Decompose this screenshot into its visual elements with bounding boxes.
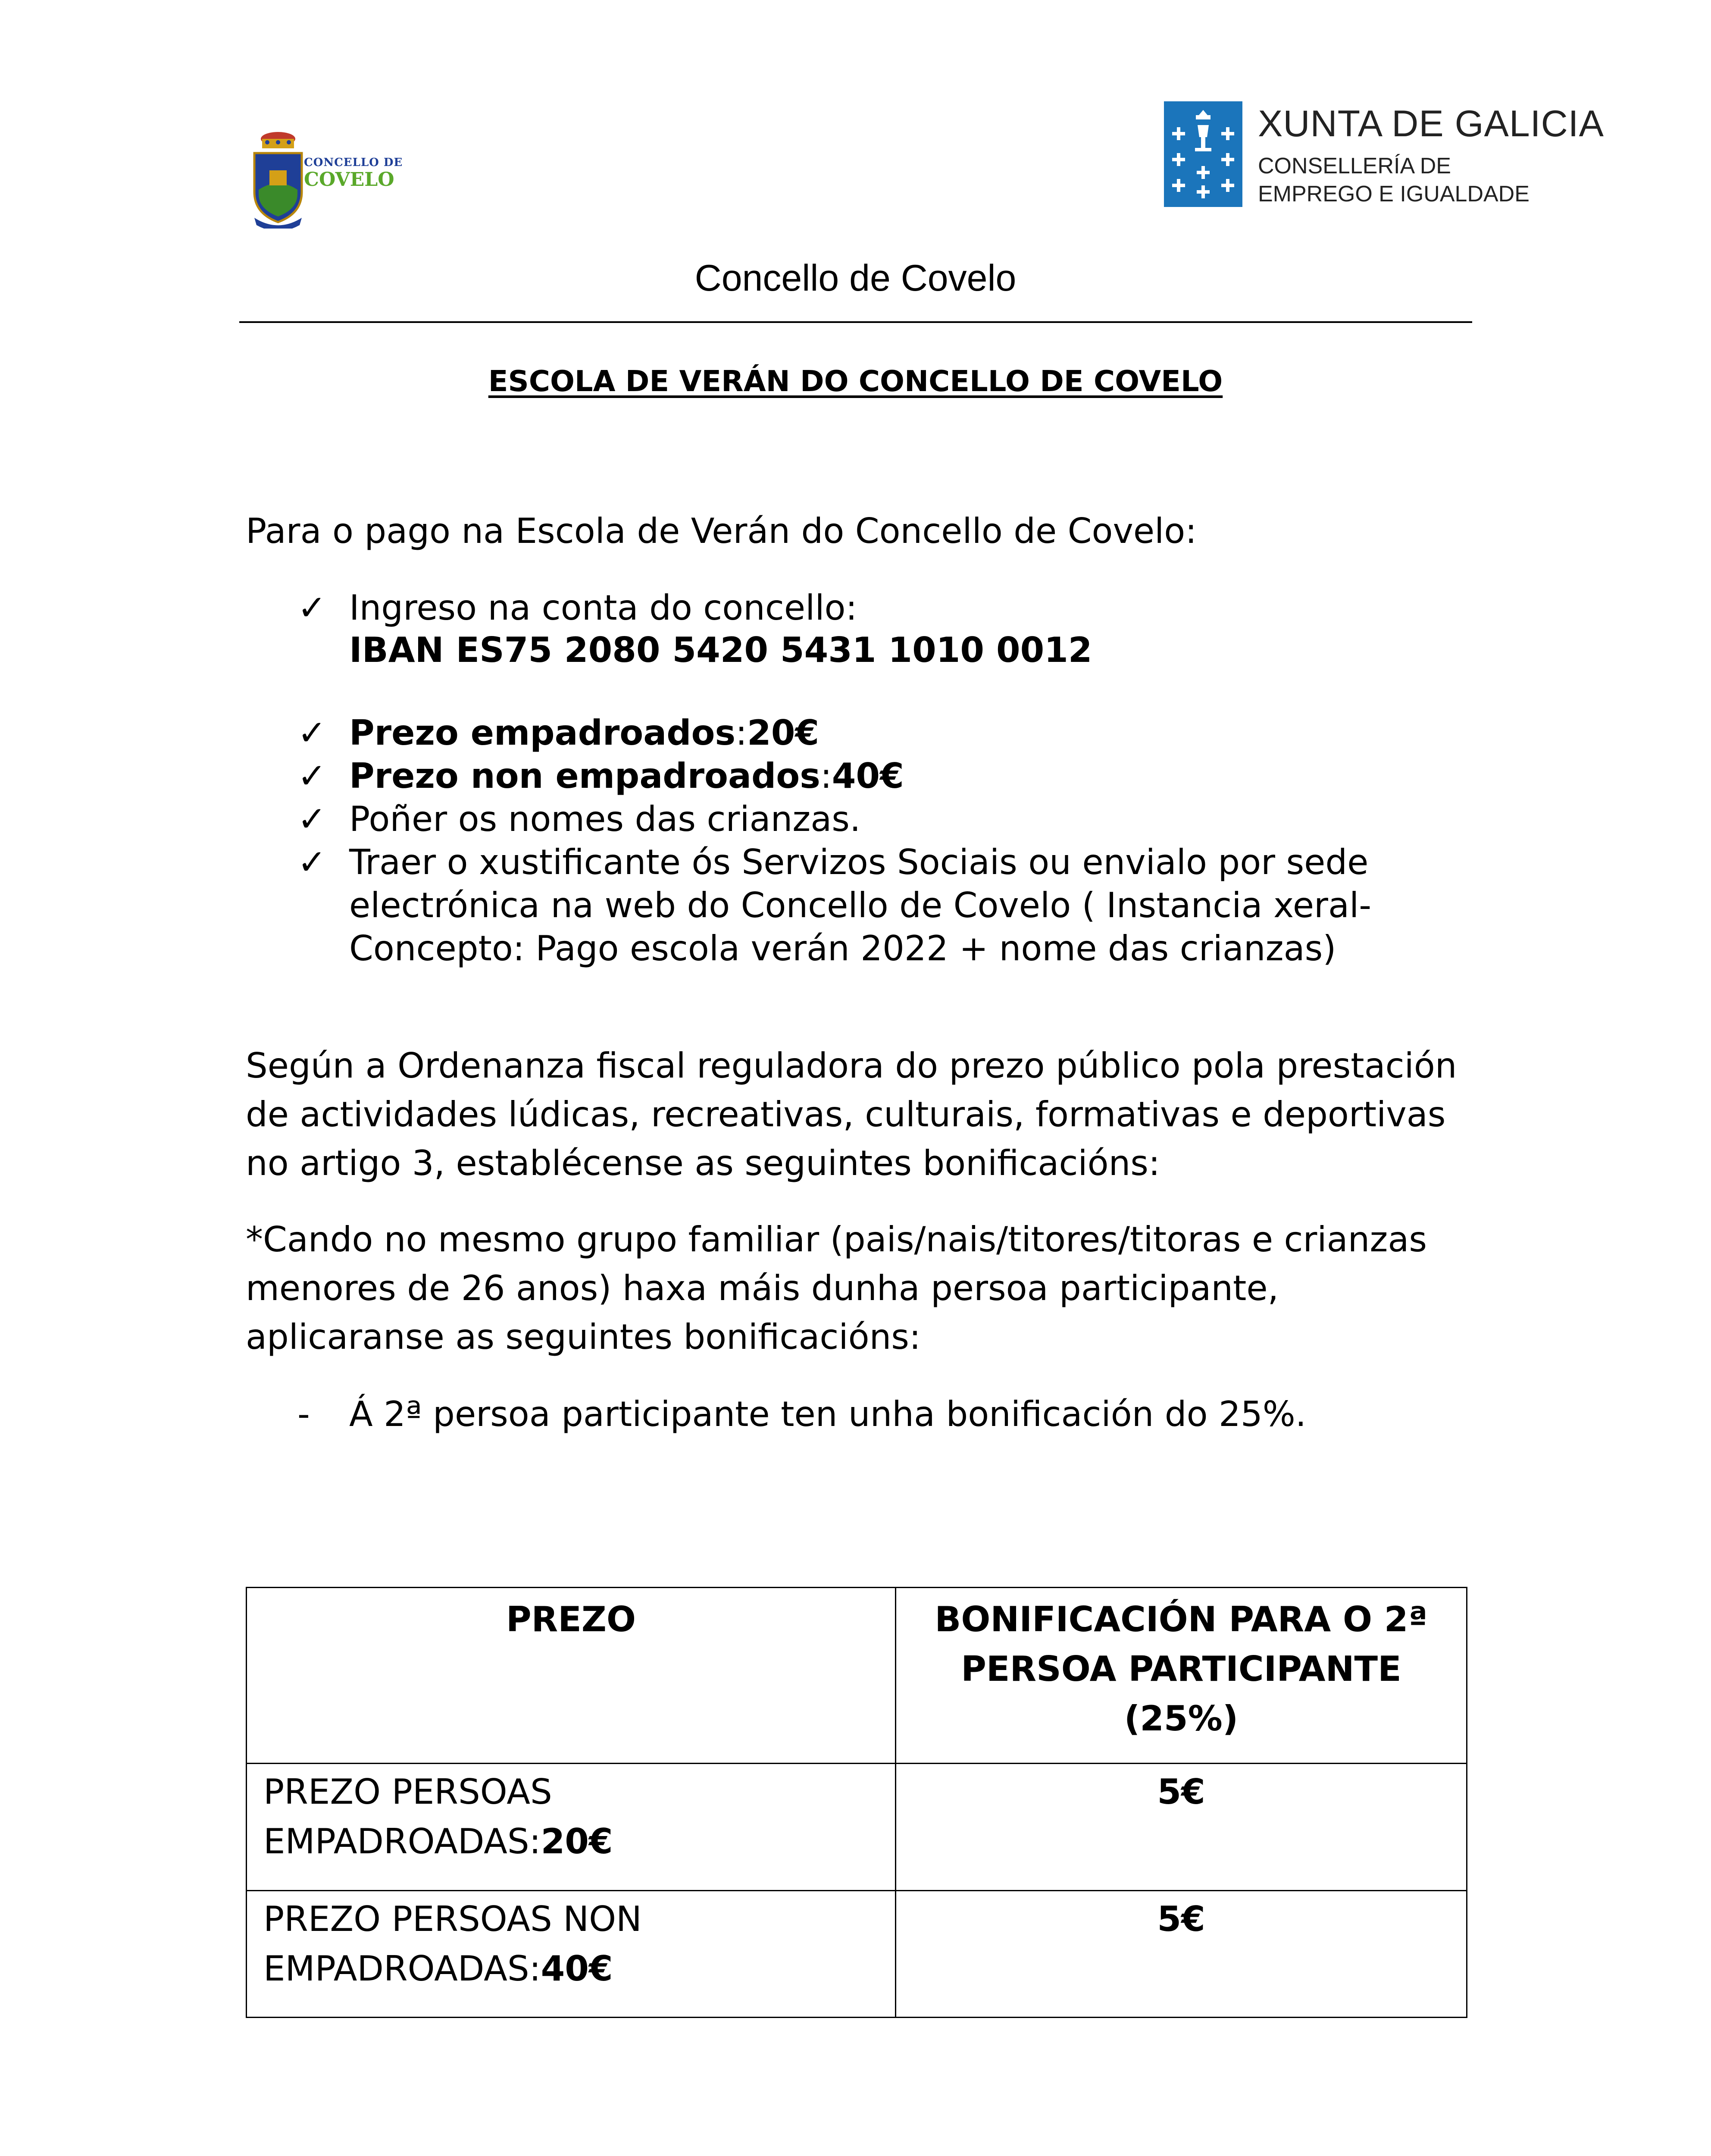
table-header-bonificacion xyxy=(896,1595,1466,1743)
table-row-empadroadas-label: EMPADROADAS: xyxy=(263,1821,541,1861)
check-icon: ✓ xyxy=(297,799,327,839)
checklist-item-ingreso-text: Ingreso na conta do concello: xyxy=(349,588,857,628)
family-line3: aplicaranse as seguintes bonificacións: xyxy=(246,1317,921,1357)
checklist-item-xustificante xyxy=(297,841,1368,884)
header-title: Concello de Covelo xyxy=(694,257,1017,299)
covelo-logo-line2: COVELO xyxy=(304,169,394,191)
checklist-item-xustificante-line3: Concepto: Pago escola verán 2022 + nome das crianzas) xyxy=(349,928,1336,968)
bonus-text: Á 2ª persoa participante ten unha bonificación do 25%. xyxy=(349,1394,1307,1434)
table-row-empadroadas-price xyxy=(263,1767,613,1866)
header-divider xyxy=(239,321,1472,323)
family-line2: menores de 26 anos) haxa máis dunha persoa participante, xyxy=(246,1268,1279,1308)
document-title: ESCOLA DE VERÁN DO CONCELLO DE COVELO xyxy=(488,364,1223,398)
checklist-item-prezo-non-empadroados: ✓ Prezo non empadroados:40€ xyxy=(297,755,904,798)
concello-covelo-logo xyxy=(246,129,410,229)
table-row-non-empadroadas-bonus: 5€ xyxy=(1157,1899,1205,1939)
prezo-empadroados-label: Prezo empadroados xyxy=(349,713,736,753)
checklist-item-prezo-empadroados: ✓ Prezo empadroados:20€ xyxy=(297,711,819,755)
xunta-department-line1: CONSELLERÍA DE xyxy=(1258,154,1451,179)
bonus-item xyxy=(297,1393,1306,1436)
check-icon: ✓ xyxy=(297,713,327,753)
table-row-empadroadas-bonus: 5€ xyxy=(1157,1772,1205,1812)
checklist-item-xustificante-line2: electrónica na web do Concello de Covelo ( Instancia xeral- xyxy=(349,885,1372,925)
ordinance-line2: de actividades lúdicas, recreativas, culturais, formativas e deportivas xyxy=(246,1094,1446,1134)
iban-value: IBAN ES75 2080 5420 5431 1010 0012 xyxy=(349,630,1092,670)
table-row-non-empadroadas-line1: PREZO PERSOAS NON xyxy=(263,1899,642,1939)
table-row-divider xyxy=(247,1763,1466,1764)
checklist-item-nomes xyxy=(297,798,860,841)
xunta-galicia-logo xyxy=(1164,101,1621,207)
check-icon: ✓ xyxy=(297,756,327,796)
family-line1: *Cando no mesmo grupo familiar (pais/nais/titores/titoras e crianzas xyxy=(246,1219,1427,1260)
xunta-department-line2: EMPREGO E IGUALDADE xyxy=(1258,182,1530,207)
table-row-divider xyxy=(247,1890,1466,1891)
table-header-bonificacion-line2: PERSOA PARTICIPANTE xyxy=(961,1649,1401,1689)
prezo-empadroados-value: 20€ xyxy=(747,713,820,753)
covelo-logo-text xyxy=(304,156,403,191)
check-icon: ✓ xyxy=(297,842,327,882)
dash-bullet: - xyxy=(297,1394,310,1434)
checklist-item-nomes-text: Poñer os nomes das crianzas. xyxy=(349,799,861,839)
checklist-item-xustificante-line1: Traer o xustificante ós Servizos Sociais ou envialo por sede xyxy=(349,842,1369,882)
intro-paragraph: Para o pago na Escola de Verán do Concello de Covelo: xyxy=(246,511,1197,551)
ordinance-line1: Según a Ordenanza fiscal reguladora do prezo público pola prestación xyxy=(246,1046,1457,1086)
table-row-empadroadas-amount: 20€ xyxy=(541,1821,613,1861)
table-header-bonificacion-line3: (25%) xyxy=(1124,1698,1239,1739)
covelo-coat-of-arms-icon xyxy=(246,129,310,229)
prezo-non-empadroados-value: 40€ xyxy=(832,756,904,796)
xunta-emblem-icon xyxy=(1164,101,1242,207)
table-row-non-empadroadas-price xyxy=(263,1894,642,1993)
table-header-bonificacion-line1: BONIFICACIÓN PARA O 2ª xyxy=(935,1599,1428,1639)
xunta-name: XUNTA DE GALICIA xyxy=(1258,103,1604,144)
table-row-non-empadroadas-amount: 40€ xyxy=(541,1949,613,1989)
fee-table xyxy=(246,1587,1467,2018)
prezo-non-empadroados-label: Prezo non empadroados xyxy=(349,756,820,796)
iban-line xyxy=(349,629,1092,672)
check-icon: ✓ xyxy=(297,588,327,628)
table-row-empadroadas-line1: PREZO PERSOAS xyxy=(263,1772,552,1812)
checklist-item-ingreso xyxy=(297,586,857,630)
covelo-logo-line1: CONCELLO DE xyxy=(304,156,403,169)
table-header-prezo: PREZO xyxy=(506,1599,636,1639)
table-row-non-empadroadas-label: EMPADROADAS: xyxy=(263,1949,541,1989)
ordinance-line3: no artigo 3, establécense as seguintes bonificacións: xyxy=(246,1143,1160,1183)
